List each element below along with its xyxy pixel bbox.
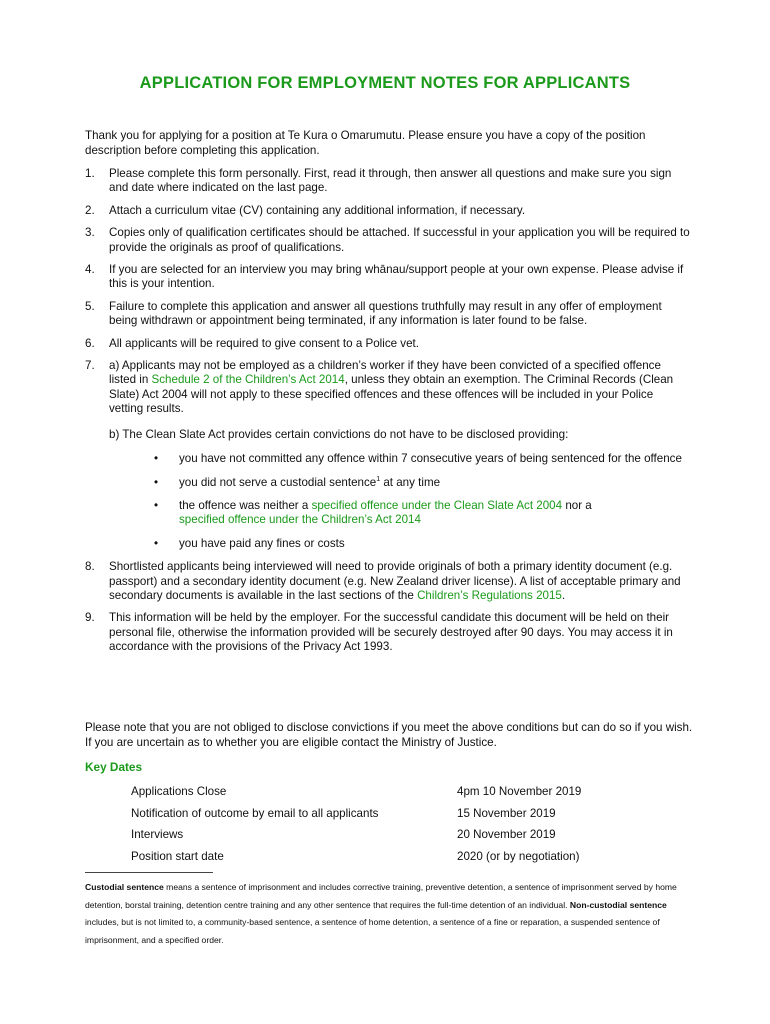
footnote-definition: includes, but is not limited to, a community-based sentence, a sentence of home detention, a sentence of a fine or reparation, a suspended sentence of imprisonment, and a specified order. (85, 917, 660, 945)
item-number: 5. (85, 299, 95, 313)
footnote-definition: means a sentence of imprisonment and includes corrective training, preventive detention, a sentence of imprisonment served by home detention, borstal training, detention centre training and any other sentence that requires the full-time detention of an individual. (85, 882, 677, 910)
item-number: 3. (85, 226, 95, 240)
list-item-9 (85, 611, 690, 654)
childrens-regulations-link[interactable]: Children’s Regulations 2015 (417, 588, 562, 602)
date-value: 20 November 2019 (457, 828, 556, 842)
clean-slate-act-link[interactable]: specified offence under the Clean Slate Act 2004 (311, 498, 563, 512)
item-7a-paragraph (109, 359, 690, 417)
date-label: Position start date (131, 849, 224, 863)
bullet-text-mid: nor a (562, 498, 592, 512)
list-item (85, 226, 690, 255)
key-dates-heading: Key Dates (85, 760, 143, 774)
intro-paragraph: Thank you for applying for a position at Te Kura o Omarumutu. Please ensure you have a copy of the position description before completing this application. (85, 129, 646, 157)
notes-list (85, 167, 690, 663)
bullet-text-after: at any time (380, 475, 441, 489)
item-text: Attach a curriculum vitae (CV) containing any additional information, if necessary. (109, 203, 526, 217)
list-item (85, 337, 690, 351)
item-text: If you are selected for an interview you may bring whānau/support people at your own expense. Please advise if this is your intention. (109, 263, 684, 291)
item-8-paragraph (109, 560, 690, 603)
item-8-text: Shortlisted applicants being interviewed will need to provide originals of both a primary identity document (e.g. passport) and a secondary identity document (e.g. New Zealand driver license). A list of acceptable primary and secondary documents is available in the last sections of the (109, 560, 681, 602)
date-value: 2020 (or by negotiation) (457, 849, 580, 863)
date-label: Notification of outcome by email to all applicants (131, 806, 379, 820)
table-row (131, 846, 611, 868)
item-number: 2. (85, 203, 95, 217)
item-text: All applicants will be required to give consent to a Police vet. (109, 336, 419, 350)
date-value: 15 November 2019 (457, 806, 556, 820)
table-row (131, 803, 611, 825)
footnote-divider (85, 872, 213, 873)
item-number: 7. (85, 359, 95, 373)
childrens-act-offence-link[interactable]: specified offence under the Children’s Act 2014 (179, 513, 421, 527)
bullet-item (154, 499, 690, 528)
item-number: 4. (85, 263, 95, 277)
list-item-7 (85, 359, 690, 551)
item-7a-text-after: , unless they obtain an exemption. The Criminal Records (Clean Slate) Act 2004 will not apply to these specified offences and these offences will be included in your Police vetting results. (109, 373, 674, 416)
footnote-term: Custodial sentence (85, 882, 164, 892)
bullet-text: you did not serve a custodial sentence (179, 475, 377, 489)
list-item (85, 263, 690, 292)
list-item (85, 204, 690, 218)
item-text: Please complete this form personally. First, read it through, then answer all questions and make sure you sign and date where indicated on the last page. (109, 167, 672, 195)
item-text: Failure to complete this application and answer all questions truthfully may result in any offer of employment being withdrawn or appointment being terminated, if any information is later found to be false. (109, 299, 662, 328)
list-item (85, 167, 690, 196)
item-number: 1. (85, 167, 95, 180)
footnote (85, 879, 695, 949)
bullet-item (154, 476, 690, 490)
list-item-8 (85, 560, 690, 603)
clean-slate-conditions (109, 452, 690, 551)
item-number: 6. (85, 336, 95, 350)
item-text: Copies only of qualification certificates should be attached. If successful in your application you will be required to provide the originals as proof of qualifications. (109, 226, 690, 254)
item-number: 8. (85, 560, 95, 574)
date-label: Interviews (131, 828, 184, 842)
table-row (131, 781, 611, 803)
page-title: APPLICATION FOR EMPLOYMENT NOTES FOR APPLICANTS (139, 74, 631, 92)
footnote-term: Non-custodial sentence (569, 899, 667, 910)
item-9-text: This information will be held by the employer. For the successful candidate this document will be held on their personal file, otherwise the information provided will be securely destroyed after 90 days. You may access it in accordance with the provisions of the Privacy Act 1993. (109, 611, 673, 654)
item-number: 9. (85, 611, 95, 625)
bullet-item: • you have paid any fines or costs (154, 537, 690, 551)
disclosure-note: Please note that you are not obliged to disclose convictions if you meet the above conditions but can do so if you wish. If you are uncertain as to whether you are eligible contact the Ministry of Justice. (85, 721, 693, 749)
item-7a-text: a) Applicants may not be employed as a children’s worker if they have been convicted of a specified offence listed in (109, 359, 661, 387)
bullet-item: • you have not committed any offence within 7 consecutive years of being sentenced for the offence (154, 452, 690, 466)
date-label: Applications Close (131, 785, 227, 799)
item-7b-paragraph: b) The Clean Slate Act provides certain convictions do not have to be disclosed providing: (109, 427, 569, 441)
list-item (85, 300, 690, 329)
key-dates-table (131, 781, 611, 867)
childrens-act-schedule-link[interactable]: Schedule 2 of the Children’s Act 2014 (151, 373, 345, 387)
item-8-text-after: . (561, 588, 566, 602)
footnote-marker: 1 (376, 475, 381, 483)
table-row (131, 824, 611, 846)
bullet-text: the offence was neither a (179, 498, 312, 512)
date-value: 4pm 10 November 2019 (457, 785, 582, 799)
